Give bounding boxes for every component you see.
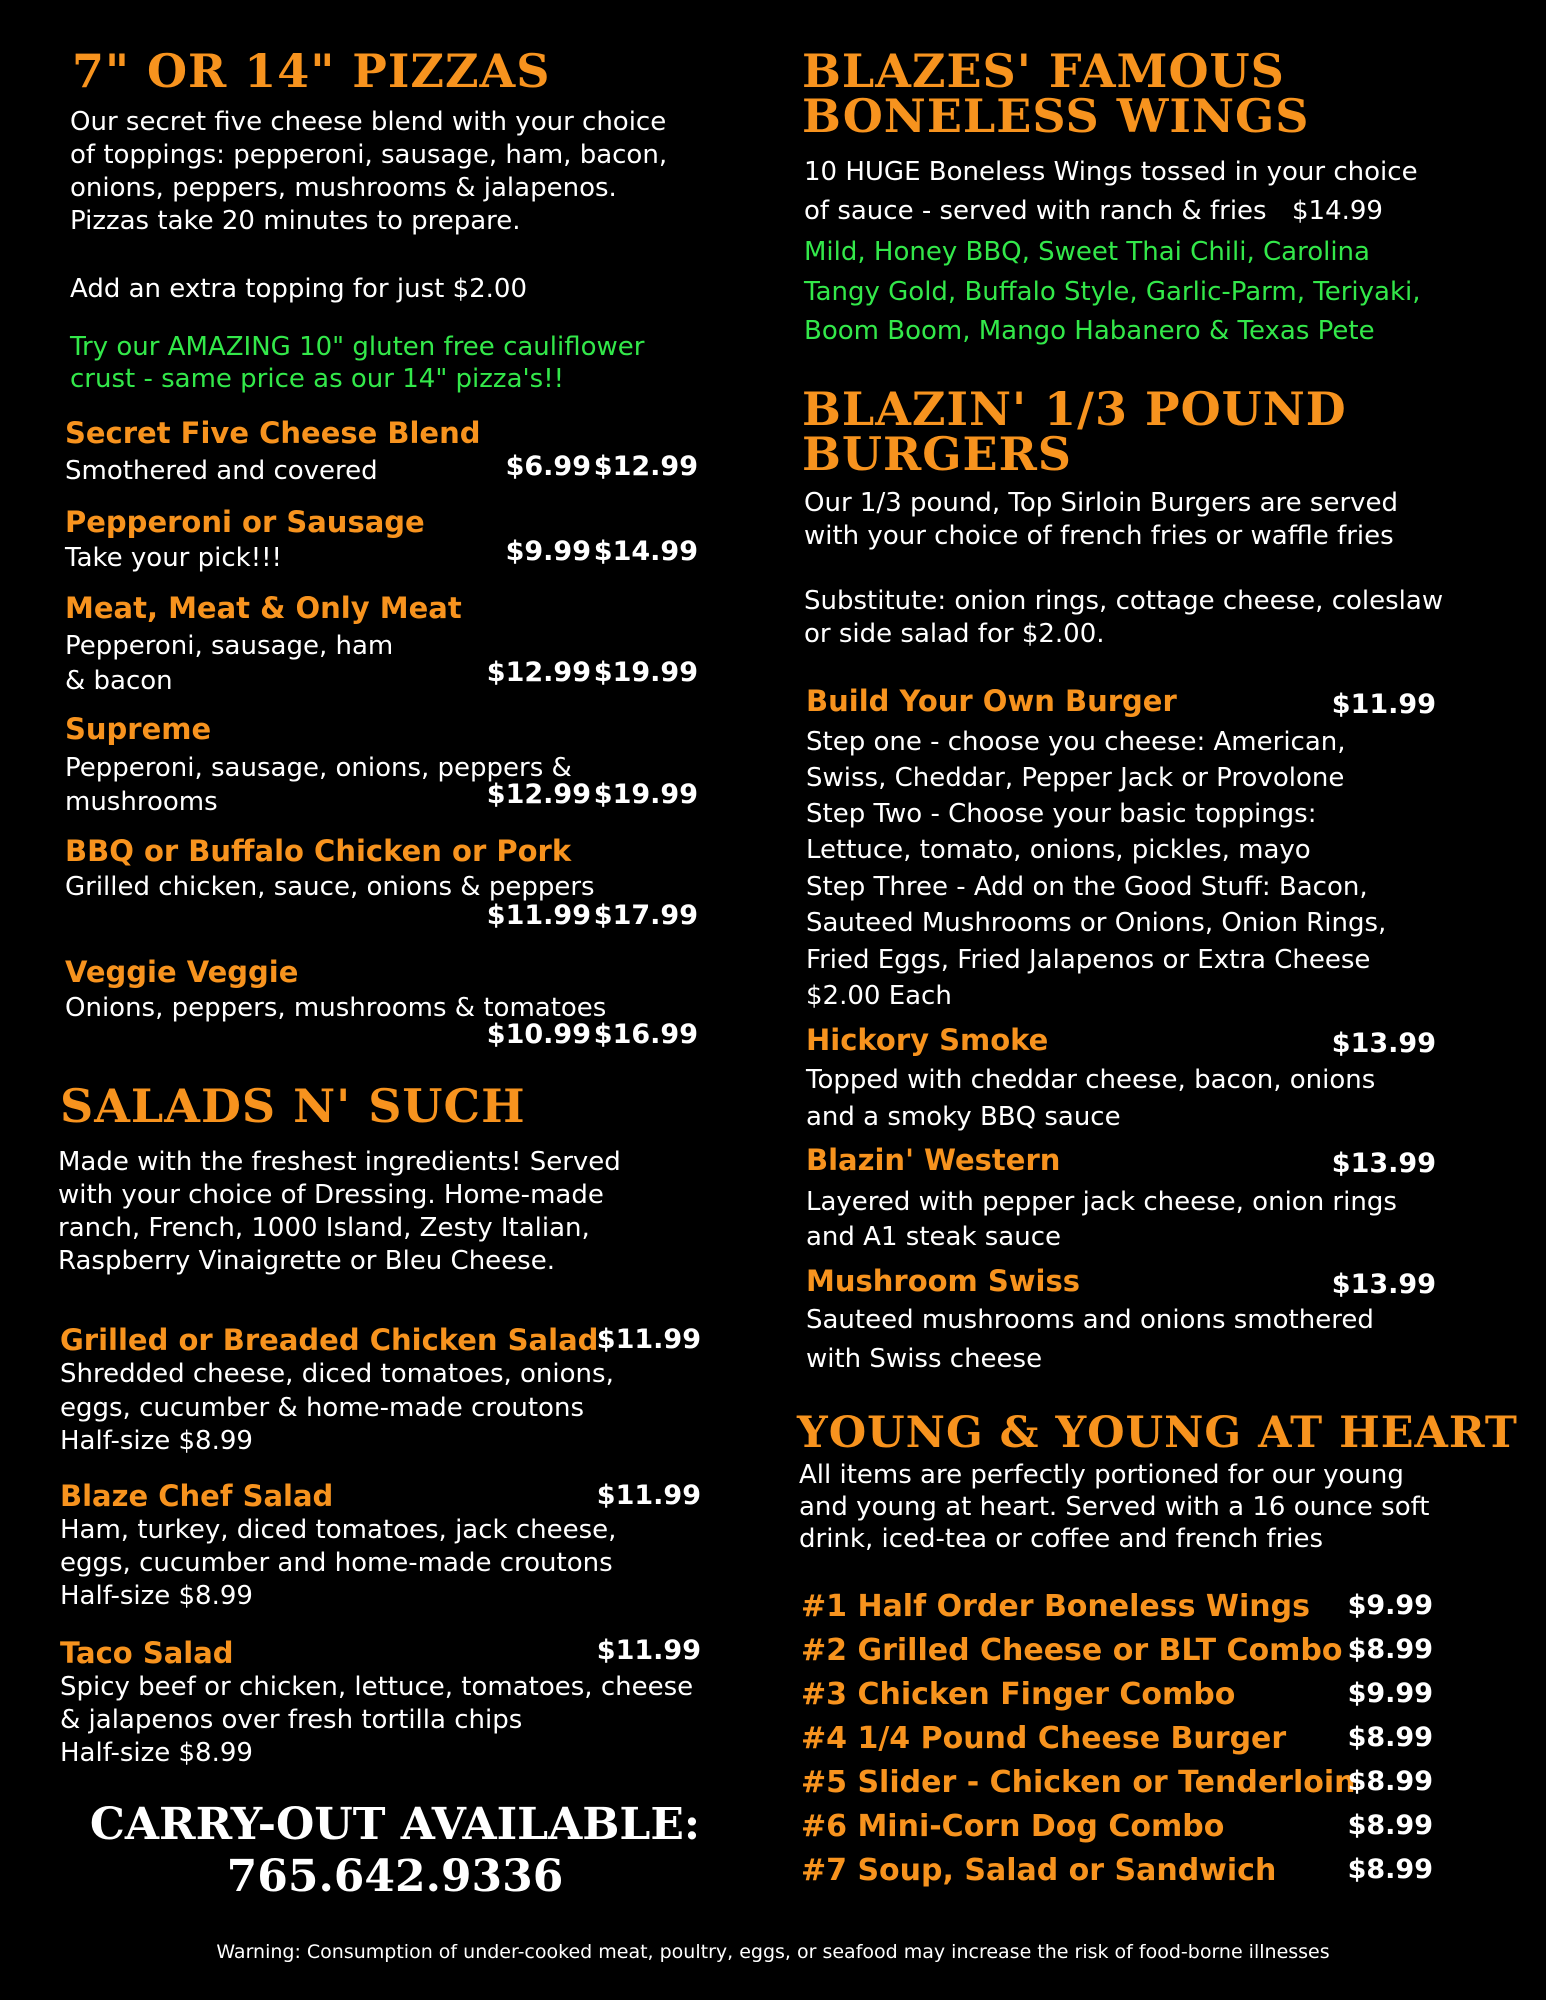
- kids-item-price: $9.99: [1347, 1590, 1433, 1621]
- wings-sauces: Boom Boom, Mango Habanero & Texas Pete: [804, 316, 1375, 346]
- burger-item-desc: Fried Eggs, Fried Jalapenos or Extra Cheese: [806, 945, 1371, 975]
- burger-item-desc: and A1 steak sauce: [806, 1222, 1062, 1252]
- salads-desc-line: Raspberry Vinaigrette or Bleu Cheese.: [58, 1246, 555, 1276]
- burger-price: $11.99: [1331, 689, 1436, 720]
- pizza-price-large: $17.99: [593, 900, 698, 931]
- pizzas-desc-line: Our secret five cheese blend with your choice: [70, 107, 667, 137]
- pizzas-extra-topping: Add an extra topping for just $2.00: [70, 274, 528, 304]
- pizza-item-desc: Pepperoni, sausage, ham: [65, 631, 394, 661]
- salad-item-desc: Shredded cheese, diced tomatoes, onions,: [60, 1359, 614, 1389]
- salad-item-desc: Half-size $8.99: [60, 1426, 253, 1456]
- burger-item-name: Build Your Own Burger: [806, 684, 1177, 718]
- burgers-desc-line: with your choice of french fries or waffle fries: [804, 521, 1394, 551]
- pizza-price-small: $9.99: [505, 536, 591, 567]
- pizza-item-desc: Grilled chicken, sauce, onions & peppers: [65, 872, 595, 902]
- kids-item-name: #3 Chicken Finger Combo: [801, 1677, 1236, 1712]
- burger-item-desc: Swiss, Cheddar, Pepper Jack or Provolone: [806, 763, 1345, 793]
- pizza-item-desc: Pepperoni, sausage, onions, peppers &: [65, 753, 572, 783]
- wings-desc-line: 10 HUGE Boneless Wings tossed in your choice: [804, 157, 1418, 187]
- salad-item-desc: Half-size $8.99: [60, 1581, 253, 1611]
- pizza-price-large: $12.99: [593, 451, 698, 482]
- wings-sauces: Tangy Gold, Buffalo Style, Garlic-Parm, Teriyaki,: [804, 277, 1421, 307]
- wings-price: $14.99: [1292, 196, 1383, 226]
- kids-item-price: $9.99: [1347, 1678, 1433, 1709]
- burger-item-name: Blazin' Western: [806, 1143, 1061, 1177]
- burgers-substitute: or side salad for $2.00.: [804, 619, 1105, 649]
- burger-item-desc: Lettuce, tomato, onions, pickles, mayo: [806, 835, 1311, 865]
- salad-item-desc: & jalapenos over fresh tortilla chips: [60, 1705, 523, 1735]
- gluten-free-note: Try our AMAZING 10" gluten free cauliflower: [70, 332, 645, 362]
- kids-item-price: $8.99: [1347, 1766, 1433, 1797]
- pizza-item-desc: & bacon: [65, 666, 173, 696]
- pizzas-desc-line: of toppings: pepperoni, sausage, ham, bacon,: [70, 140, 668, 170]
- burger-item-desc: with Swiss cheese: [806, 1344, 1043, 1374]
- kids-item-name: #4 1/4 Pound Cheese Burger: [801, 1721, 1287, 1756]
- kids-item-name: #2 Grilled Cheese or BLT Combo: [801, 1633, 1343, 1668]
- pizza-item-name: Pepperoni or Sausage: [65, 505, 425, 539]
- salad-item-desc: Ham, turkey, diced tomatoes, jack cheese,: [60, 1515, 617, 1545]
- pizza-item-name: BBQ or Buffalo Chicken or Pork: [65, 834, 572, 868]
- burger-price: $13.99: [1331, 1148, 1436, 1179]
- pizza-price-large: $19.99: [593, 779, 698, 810]
- kids-item-price: $8.99: [1347, 1722, 1433, 1753]
- pizza-item-name: Veggie Veggie: [65, 955, 299, 989]
- food-warning: Warning: Consumption of under-cooked meat, poultry, eggs, or seafood may increase the risk of food-borne illnesses: [216, 1941, 1330, 1963]
- burger-item-desc: Step Three - Add on the Good Stuff: Bacon,: [806, 872, 1368, 902]
- salad-price: $11.99: [596, 1480, 701, 1511]
- salads-desc-line: with your choice of Dressing. Home-made: [58, 1180, 604, 1210]
- salad-item-desc: eggs, cucumber & home-made croutons: [60, 1393, 584, 1423]
- pizza-price-small: $6.99: [505, 451, 591, 482]
- kids-item-price: $8.99: [1347, 1634, 1433, 1665]
- burger-price: $13.99: [1331, 1269, 1436, 1300]
- pizza-price-large: $14.99: [593, 536, 698, 567]
- pizzas-title: 7" OR 14" PIZZAS: [72, 44, 551, 98]
- carryout-label: CARRY-OUT AVAILABLE:: [89, 1799, 701, 1850]
- salad-item-desc: eggs, cucumber and home-made croutons: [60, 1548, 613, 1578]
- salad-item-desc: Spicy beef or chicken, lettuce, tomatoes, cheese: [60, 1672, 694, 1702]
- pizza-price-small: $10.99: [486, 1019, 591, 1050]
- wings-sauces: Mild, Honey BBQ, Sweet Thai Chili, Carolina: [804, 237, 1370, 267]
- burgers-title: BURGERS: [802, 427, 1073, 481]
- pizza-price-small: $12.99: [486, 657, 591, 688]
- carryout-phone[interactable]: 765.642.9336: [226, 1851, 564, 1902]
- wings-desc-line: of sauce - served with ranch & fries: [804, 196, 1267, 226]
- pizzas-desc-line: onions, peppers, mushrooms & jalapenos.: [70, 173, 617, 203]
- salad-item-name: Taco Salad: [60, 1636, 234, 1670]
- salad-item-name: Grilled or Breaded Chicken Salad: [60, 1323, 599, 1357]
- young-desc-line: All items are perfectly portioned for our young: [799, 1460, 1404, 1490]
- pizza-item-name: Secret Five Cheese Blend: [65, 416, 481, 450]
- pizza-item-desc: Take your pick!!!: [65, 543, 282, 573]
- burger-item-desc: Sauteed mushrooms and onions smothered: [806, 1305, 1374, 1335]
- burger-item-name: Hickory Smoke: [806, 1023, 1049, 1057]
- pizza-price-large: $19.99: [593, 657, 698, 688]
- pizza-price-large: $16.99: [593, 1019, 698, 1050]
- burger-price: $13.99: [1331, 1028, 1436, 1059]
- salads-title: SALADS N' SUCH: [60, 1079, 526, 1133]
- burgers-title: BLAZIN' 1/3 POUND: [802, 382, 1347, 436]
- pizza-item-desc: mushrooms: [65, 787, 218, 817]
- pizzas-desc-line: Pizzas take 20 minutes to prepare.: [70, 206, 521, 236]
- burger-item-desc: Topped with cheddar cheese, bacon, onions: [806, 1065, 1376, 1095]
- young-title: YOUNG & YOUNG AT HEART: [797, 1408, 1518, 1458]
- pizza-item-desc: Onions, peppers, mushrooms & tomatoes: [65, 993, 607, 1023]
- burgers-substitute: Substitute: onion rings, cottage cheese, coleslaw: [804, 586, 1444, 616]
- salad-item-name: Blaze Chef Salad: [60, 1479, 334, 1513]
- kids-item-price: $8.99: [1347, 1854, 1433, 1885]
- young-desc-line: drink, iced-tea or coffee and french fries: [799, 1524, 1324, 1554]
- burger-item-desc: Step one - choose you cheese: American,: [806, 727, 1346, 757]
- kids-item-price: $8.99: [1347, 1810, 1433, 1841]
- pizza-item-name: Meat, Meat & Only Meat: [65, 591, 462, 625]
- salads-desc-line: Made with the freshest ingredients! Served: [58, 1147, 621, 1177]
- burgers-desc-line: Our 1/3 pound, Top Sirloin Burgers are served: [804, 488, 1399, 518]
- burger-item-desc: Sauteed Mushrooms or Onions, Onion Rings,: [806, 908, 1387, 938]
- pizza-price-small: $11.99: [486, 900, 591, 931]
- burger-item-desc: $2.00 Each: [806, 981, 952, 1011]
- gluten-free-note: crust - same price as our 14" pizza's!!: [70, 364, 565, 394]
- pizza-price-small: $12.99: [486, 779, 591, 810]
- wings-title: BLAZES' FAMOUS: [802, 44, 1285, 98]
- burger-item-name: Mushroom Swiss: [806, 1264, 1081, 1298]
- kids-item-name: #5 Slider - Chicken or Tenderloin: [801, 1765, 1356, 1800]
- burger-item-desc: Step Two - Choose your basic toppings:: [806, 799, 1317, 829]
- burger-item-desc: Layered with pepper jack cheese, onion rings: [806, 1187, 1397, 1217]
- salads-desc-line: ranch, French, 1000 Island, Zesty Italian,: [58, 1213, 590, 1243]
- salad-price: $11.99: [596, 1635, 701, 1666]
- kids-item-name: #1 Half Order Boneless Wings: [801, 1589, 1310, 1624]
- kids-item-name: #6 Mini-Corn Dog Combo: [801, 1809, 1225, 1844]
- wings-title: BONELESS WINGS: [802, 89, 1310, 143]
- salad-price: $11.99: [596, 1324, 701, 1355]
- pizza-item-desc: Smothered and covered: [65, 456, 378, 486]
- kids-item-name: #7 Soup, Salad or Sandwich: [801, 1853, 1277, 1888]
- young-desc-line: and young at heart. Served with a 16 ounce soft: [799, 1492, 1430, 1522]
- pizza-item-name: Supreme: [65, 712, 212, 746]
- burger-item-desc: and a smoky BBQ sauce: [806, 1102, 1121, 1132]
- salad-item-desc: Half-size $8.99: [60, 1738, 253, 1768]
